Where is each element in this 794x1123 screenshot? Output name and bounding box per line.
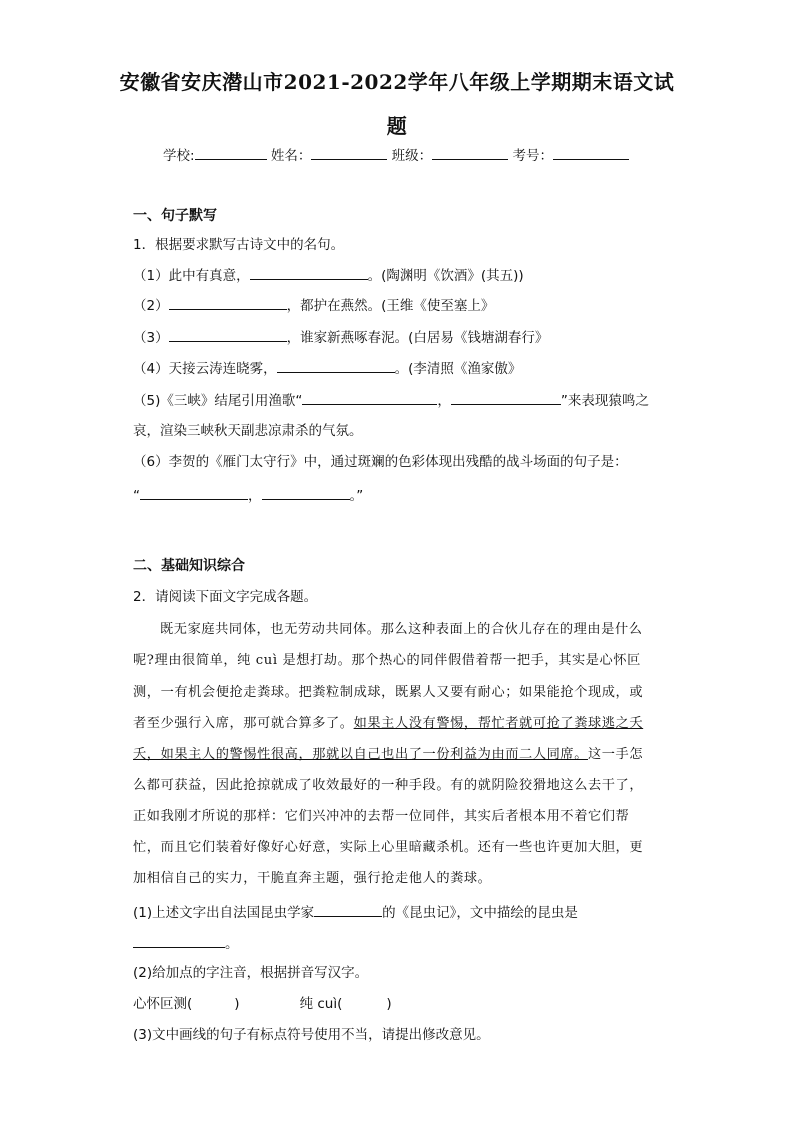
page-title-continued: 题 — [386, 114, 408, 138]
answer-blank[interactable] — [451, 389, 561, 405]
answer-blank[interactable] — [314, 901, 382, 917]
question-1-item-6-answer: “ ， 。” — [133, 484, 363, 506]
passage-line: 呢?理由很简单，纯 cuì 是想打劫。那个热心的同伴假借着帮一把手，其实是心怀叵 — [133, 653, 641, 668]
student-info-row — [163, 144, 629, 166]
school-blank[interactable] — [195, 144, 267, 160]
question-1-item-5-continued: 哀，渲染三峡秋天副悲凉肃杀的气氛。 — [133, 423, 363, 439]
passage-line: 加相信自己的实力，干脆直奔主题，强行抢走他人的粪球。 — [133, 871, 492, 886]
question-1-item-2: （2） ，都护在燕然。(王维《使至塞上》 — [133, 294, 494, 316]
question-1-item-5: （5)《三峡》结尾引用渔歌“ ， ”来表现猿鸣之 — [133, 389, 649, 411]
answer-blank[interactable] — [302, 389, 437, 405]
question-2-sub-2: (2)给加点的字注音，根据拼音写汉字。 — [133, 965, 369, 981]
question-2-sub-2-items: 心怀叵测( ) 纯 cuì( ) — [133, 996, 392, 1012]
passage-line: 正如我刚才所说的那样：它们兴冲冲的去帮一位同伴，其实后者根本用不着它们帮 — [133, 809, 630, 824]
passage-line: 么都可获益，因此抢掠就成了收效最好的一种手段。有的就阴险狡猾地这么去干了， — [133, 778, 644, 793]
question-2-sub-1-continued: 。 — [133, 932, 239, 954]
answer-blank[interactable] — [133, 932, 225, 948]
question-1-item-6: （6）李贺的《雁门太守行》中，通过斑斓的色彩体现出残酷的战斗场面的句子是： — [133, 454, 628, 470]
section-heading-basic-knowledge: 二、基础知识综合 — [133, 558, 245, 574]
number-label: 考号： — [512, 148, 553, 164]
passage-line: 夭，如果主人的警惕性很高，那就以自己也出了一份利益为由而二人同席。这一手怎 — [133, 747, 644, 762]
page-title: 安徽省安庆潜山市2021-2022学年八年级上学期期末语文试 — [119, 70, 675, 94]
question-2-stem: 2．请阅读下面文字完成各题。 — [133, 589, 318, 605]
answer-blank[interactable] — [262, 484, 350, 500]
question-1-item-1: （1）此中有真意， 。(陶渊明《饮酒》(其五)) — [133, 264, 524, 286]
question-1-stem: 1．根据要求默写古诗文中的名句。 — [133, 237, 345, 253]
class-blank[interactable] — [432, 144, 508, 160]
answer-blank[interactable] — [140, 484, 248, 500]
name-blank[interactable] — [311, 144, 387, 160]
passage-line: 忙，而且它们装着好像好心好意，实际上心里暗藏杀机。还有一些也许更加大胆，更 — [133, 840, 644, 855]
answer-blank[interactable] — [277, 357, 395, 373]
number-blank[interactable] — [553, 144, 629, 160]
question-1-item-4: （4）天接云涛连晓雾， 。(李清照《渔家傲》 — [133, 357, 521, 379]
underlined-sentence: 夭，如果主人的警惕性很高，那就以自己也出了一份利益为由而二人同席。 — [133, 747, 588, 762]
section-heading-recitation: 一、句子默写 — [133, 208, 217, 224]
answer-blank[interactable] — [169, 326, 287, 342]
answer-blank[interactable] — [250, 264, 368, 280]
question-2-sub-1: (1)上述文字出自法国昆虫学家 的《昆虫记》，文中描绘的昆虫是 — [133, 901, 578, 923]
class-label: 班级： — [391, 148, 433, 164]
passage-line: 既无家庭共同体，也无劳动共同体。那么这种表面上的合伙儿存在的理由是什么 — [160, 622, 643, 637]
passage-line: 测，一有机会便抢走粪球。把粪粒制成球，既累人又要有耐心；如果能抢个现成，或 — [133, 685, 644, 700]
school-label: 学校: — [163, 148, 195, 164]
answer-blank[interactable] — [169, 294, 287, 310]
question-2-sub-3: (3)文中画线的句子有标点符号使用不当，请提出修改意见。 — [133, 1027, 490, 1043]
name-label: 姓名： — [270, 148, 312, 164]
question-1-item-3: （3） ，谁家新燕啄春泥。(白居易《钱塘湖春行》 — [133, 326, 548, 348]
passage-line: 者至少强行入席，那可就合算多了。如果主人没有警惕，帮忙者就可抢了粪球逃之夭 — [133, 716, 644, 731]
underlined-sentence: 如果主人没有警惕，帮忙者就可抢了粪球逃之夭 — [353, 716, 644, 731]
